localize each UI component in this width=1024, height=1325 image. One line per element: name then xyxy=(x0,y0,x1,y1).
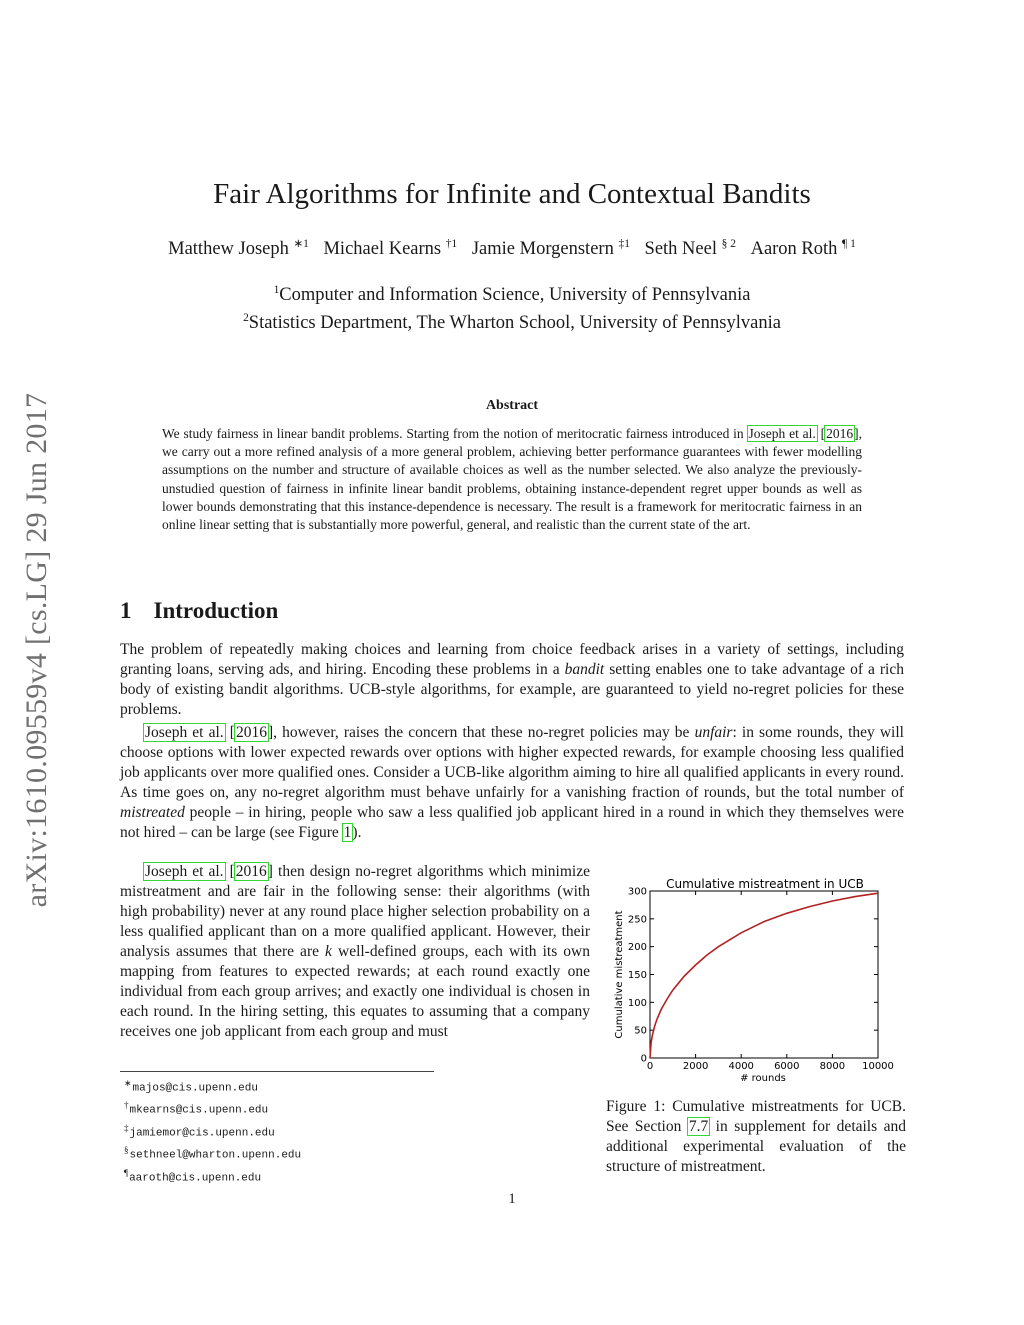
author: Aaron Roth $^{\P 1}$ xyxy=(750,238,856,260)
intro-paragraph: The problem of repeatedly making choices and learning from choice feedback arises in a variety of settings, including granting loans, serving ads, and hiring. Encoding these problems in a bandit setting enables one to take advantage of a rich body of existing bandit algorithms. UCB-style algorithms, for example, are guaranteed to yield no-regret policies for these problems. xyxy=(120,641,904,718)
author-list xyxy=(100,236,924,260)
author: Matthew Joseph $^{∗1}$ xyxy=(168,238,309,260)
plot-frame xyxy=(650,891,878,1058)
chart-title: Cumulative mistreatment in UCB xyxy=(666,877,864,891)
citation-year-link[interactable]: 2016 xyxy=(826,426,854,441)
section-heading xyxy=(120,598,278,624)
footnote: ‡jamiemor@cis.upenn.edu xyxy=(124,1122,275,1140)
x-tick-label: 0 xyxy=(646,1061,654,1072)
author: Seth Neel $^{\S 2}$ xyxy=(644,238,736,260)
footnote: §sethneel@wharton.upenn.edu xyxy=(124,1145,302,1163)
y-tick-label: 200 xyxy=(627,942,647,954)
figure-1-chart xyxy=(600,875,910,1090)
author: Michael Kearns $^{\dagger 1}$ xyxy=(323,238,458,260)
x-tick-label: 10000 xyxy=(862,1061,894,1072)
y-tick-label: 300 xyxy=(627,886,647,898)
x-tick-label: 8000 xyxy=(819,1061,846,1072)
series-line xyxy=(650,893,878,1058)
figure-ref-link[interactable]: 1 xyxy=(343,824,352,841)
paper-title: Fair Algorithms for Infinite and Contextual Bandits xyxy=(213,178,811,210)
x-tick-label: 6000 xyxy=(774,1061,800,1072)
y-tick-label: 50 xyxy=(634,1025,647,1037)
citation-link[interactable]: Joseph et al. xyxy=(748,426,816,441)
chart-x-axis-label: # rounds xyxy=(740,1073,786,1084)
abstract-heading: Abstract xyxy=(485,398,539,413)
intro-paragraph: Joseph et al. [2016] then design no-regret algorithms which minimize mistreatment and are fair in the following sense: their algorithms (with high probability) never at any round place higher selection probability on a less qualified applicant than on a more qualified applicant. However, their analysis assumes that there are k well-defined groups, each with its own mapping from features to expected rewards; at each round exactly one individual from each group arrives; and exactly one individual is chosen in each round. In the hiring setting, this equates to assuming that a company receives one job applicant from each group and must xyxy=(120,863,590,1040)
citation-year-link[interactable]: 2016 xyxy=(235,863,267,880)
footnote: ¶aaroth@cis.upenn.edu xyxy=(124,1167,262,1185)
footnote-rule xyxy=(120,1071,434,1072)
author: Jamie Morgenstern $^{\ddagger 1}$ xyxy=(471,238,630,260)
y-tick-label: 0 xyxy=(640,1053,647,1065)
arxiv-identifier: arXiv:1610.09559v4 [cs.LG] 29 Jun 2017 xyxy=(20,392,53,908)
affiliation-list xyxy=(120,279,904,335)
footnote: †mkearns@cis.upenn.edu xyxy=(124,1100,269,1118)
affiliation: $^1$Computer and Information Science, University of Pennsylvania xyxy=(273,284,751,306)
x-tick-label: 2000 xyxy=(682,1061,709,1072)
page-number: 1 xyxy=(508,1191,516,1207)
section-ref-link[interactable]: 7.7 xyxy=(688,1118,709,1135)
arxiv-side-stamp xyxy=(14,360,60,940)
citation-link[interactable]: Joseph et al. xyxy=(145,724,224,741)
citation-link[interactable]: Joseph et al. xyxy=(145,863,224,880)
x-tick-label: 4000 xyxy=(728,1061,754,1072)
footnote: ∗majos@cis.upenn.edu xyxy=(124,1078,258,1095)
y-tick-label: 100 xyxy=(627,997,647,1009)
footnotes xyxy=(124,1075,301,1187)
abstract-body: We study fairness in linear bandit problems. Starting from the notion of meritocratic fairness introduced in Joseph et al. [2016], we carry out a more refined analysis of a more general problem, achieving better performance guarantees with fewer modelling assumptions on the number and structure of available choices as well as the number selected. We also analyze the previously-unstudied question of fairness in infinite linear bandit problems, obtaining instance-dependent regret upper bounds as well as lower bounds demonstrating that this instance-dependence is necessary. The result is a framework for meritocratic fairness in an online linear setting that is substantially more powerful, general, and realistic than the current state of the art. xyxy=(162,426,862,533)
chart-y-axis-label: Cumulative mistreatment xyxy=(614,910,625,1039)
intro-paragraph: Joseph et al. [2016], however, raises the concern that these no-regret policies may be unfair: in some rounds, they will choose options with lower expected rewards over options with higher expected rewards, for example choosing less qualified job applicants over more qualified ones. Consider a UCB-like algorithm aiming to hire all qualified applicants in every round. As time goes on, any no-regret algorithm must behave unfairly for a vanishing fraction of rounds, but the total number of mistreated people – in hiring, people who saw a less qualified job applicant hired in a round in which they themselves were not hired – can be large (see Figure 1). xyxy=(120,724,904,841)
section-title: Introduction xyxy=(153,598,279,623)
y-tick-label: 250 xyxy=(627,914,647,926)
figure-caption: Figure 1: Cumulative mistreatments for UCB. See Section 7.7 in supplement for details and additional experimental evaluation of the structure of mistreatment. xyxy=(606,1098,906,1175)
affiliation: $^2$Statistics Department, The Wharton School, University of Pennsylvania xyxy=(243,312,781,334)
section-number: 1 xyxy=(120,598,132,623)
y-tick-label: 150 xyxy=(627,970,647,981)
citation-year-link[interactable]: 2016 xyxy=(235,724,267,741)
